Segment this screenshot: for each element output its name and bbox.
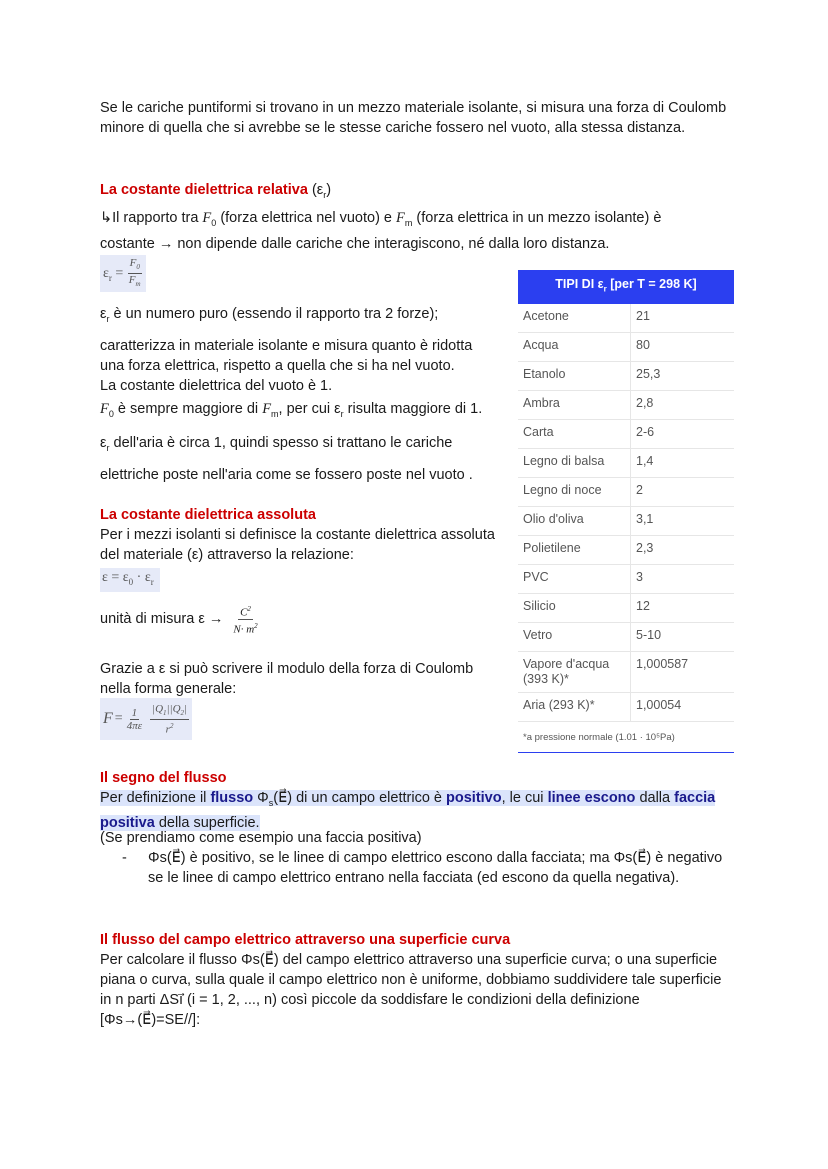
table-row	[518, 362, 734, 391]
material-value: 1,000587	[631, 652, 735, 693]
f0-greater-line: $F_0$ è sempre maggiore di $F_m$, per cui $\varepsilon_r$ risulta maggiore di 1.	[100, 401, 483, 419]
section-heading-flux-sign: Il segno del flusso	[100, 770, 227, 786]
ratio-line-1: ↳Il rapporto tra $F_0$ (forza elettrica nel vuoto) e $F_m$ (forza elettrica in un mezzo isolante) è	[100, 210, 662, 228]
table-row	[518, 420, 734, 449]
table-row	[518, 449, 734, 478]
material-value: 2,8	[631, 391, 735, 420]
table-footnote: *a pressione normale (1.01 · 10⁵Pa)	[518, 722, 734, 753]
material-value: 1,4	[631, 449, 735, 478]
table-row	[518, 333, 734, 362]
coulomb-formula: F = $\frac{1}{4\pi\varepsilon}$ $\frac{|Q_1||Q_2|}{r^2}$	[100, 698, 192, 740]
coulomb-general-paragraph: Grazie a ε si può scrivere il modulo della forza di Coulomb nella forma generale:	[100, 661, 474, 697]
table-row	[518, 507, 734, 536]
material-name: Acetone	[518, 304, 631, 333]
table-row	[518, 594, 734, 623]
material-name: Olio d'oliva	[518, 507, 631, 536]
material-name: Polietilene	[518, 536, 631, 565]
epsilon-absolute-formula: $\varepsilon = \varepsilon_0 \cdot \varepsilon_r$	[100, 568, 160, 592]
section-title: La costante dielettrica relativa	[100, 182, 308, 198]
material-name: Etanolo	[518, 362, 631, 391]
vacuum-constant-line: La costante dielettrica del vuoto è 1.	[100, 378, 333, 394]
positive-face-example: (Se prendiamo come esempio una faccia positiva)	[100, 830, 422, 846]
material-name: Acqua	[518, 333, 631, 362]
epsilon-r-symbol: $(\varepsilon_r)$	[311, 182, 332, 200]
characterizes-line: caratterizza in materiale isolante e misura quanto è ridotta una forza elettrica, rispetto a quella che si ha nel vuoto.	[100, 338, 473, 374]
material-name: Aria (293 K)*	[518, 693, 631, 722]
material-value: 12	[631, 594, 735, 623]
material-value: 3,1	[631, 507, 735, 536]
material-name: Legno di noce	[518, 478, 631, 507]
material-name: Vetro	[518, 623, 631, 652]
flux-sign-list	[100, 848, 730, 888]
table-row	[518, 304, 734, 333]
table-row	[518, 652, 734, 693]
ratio-line-2: costante → non dipende dalle cariche che interagiscono, né dalla loro distanza.	[100, 236, 610, 252]
material-value: 2-6	[631, 420, 735, 449]
epsilon-r-formula: $\varepsilon_r$ = $\frac{F_0}{F_m}$	[100, 255, 146, 292]
material-value: 2	[631, 478, 735, 507]
table-row	[518, 565, 734, 594]
table-row	[518, 536, 734, 565]
list-item: - Φs(E⃗) è positivo, se le linee di campo elettrico escono dalla facciata; ma Φs(E⃗) è negativo se le linee di campo elettrico entrano nella facciata (ed escono da quella negativa).	[148, 848, 730, 888]
table-row	[518, 391, 734, 420]
section-heading-curved-flux: Il flusso del campo elettrico attraverso una superficie curva	[100, 932, 511, 948]
material-value: 3	[631, 565, 735, 594]
section-heading-relative	[100, 180, 331, 205]
material-name: PVC	[518, 565, 631, 594]
dielectric-table	[518, 270, 734, 753]
table-row	[518, 478, 734, 507]
material-value: 5-10	[631, 623, 735, 652]
air-line: $\varepsilon_r$ dell'aria è circa 1, quindi spesso si trattano le cariche elettriche poste nell'aria come se fossero poste nel vuoto .	[100, 435, 473, 483]
material-value: 1,00054	[631, 693, 735, 722]
curved-flux-paragraph: Per calcolare il flusso Φs(E⃗) del campo elettrico attraverso una superficie curva; o una superficie piana o curva, sulla quale il campo elettrico non è uniforme, dobbiamo suddividere tale superficie in n parti ΔSi⃗ (i = 1, 2, ..., n) così piccole da soddisfare le condizioni della definizione [Φs→(E⃗)=SE//]:	[100, 952, 722, 1028]
material-value: 2,3	[631, 536, 735, 565]
absolute-def-paragraph: Per i mezzi isolanti si definisce la costante dielettrica assoluta del materiale (ε) attraverso la relazione:	[100, 527, 495, 563]
section-heading-absolute: La costante dielettrica assoluta	[100, 507, 316, 523]
intro-paragraph: Se le cariche puntiformi si trovano in un mezzo materiale isolante, si misura una forza di Coulomb minore di quella che si avrebbe se le stesse cariche fossero nel vuoto, alla stessa distanza.	[100, 100, 727, 136]
table-row	[518, 623, 734, 652]
material-name: Ambra	[518, 391, 631, 420]
material-name: Carta	[518, 420, 631, 449]
material-value: 21	[631, 304, 735, 333]
material-value: 80	[631, 333, 735, 362]
flux-definition: Per definizione il flusso $\Phi_s(E⃗)$ di un campo elettrico è positivo, le cui linee escono dalla faccia positiva della superficie.	[100, 790, 716, 831]
material-name: Legno di balsa	[518, 449, 631, 478]
table-header: TIPI DI $\varepsilon_r$ [per T = 298 K]	[518, 270, 734, 304]
unit-line: unità di misura ε → $\frac{C^2}{N\cdot m^2}$	[100, 605, 258, 636]
material-name: Vapore d'acqua (393 K)*	[518, 652, 631, 693]
table-row	[518, 693, 734, 722]
material-value: 25,3	[631, 362, 735, 391]
pure-number-line: $\varepsilon_r$ è un numero puro (essendo il rapporto tra 2 forze);	[100, 306, 439, 324]
material-name: Silicio	[518, 594, 631, 623]
